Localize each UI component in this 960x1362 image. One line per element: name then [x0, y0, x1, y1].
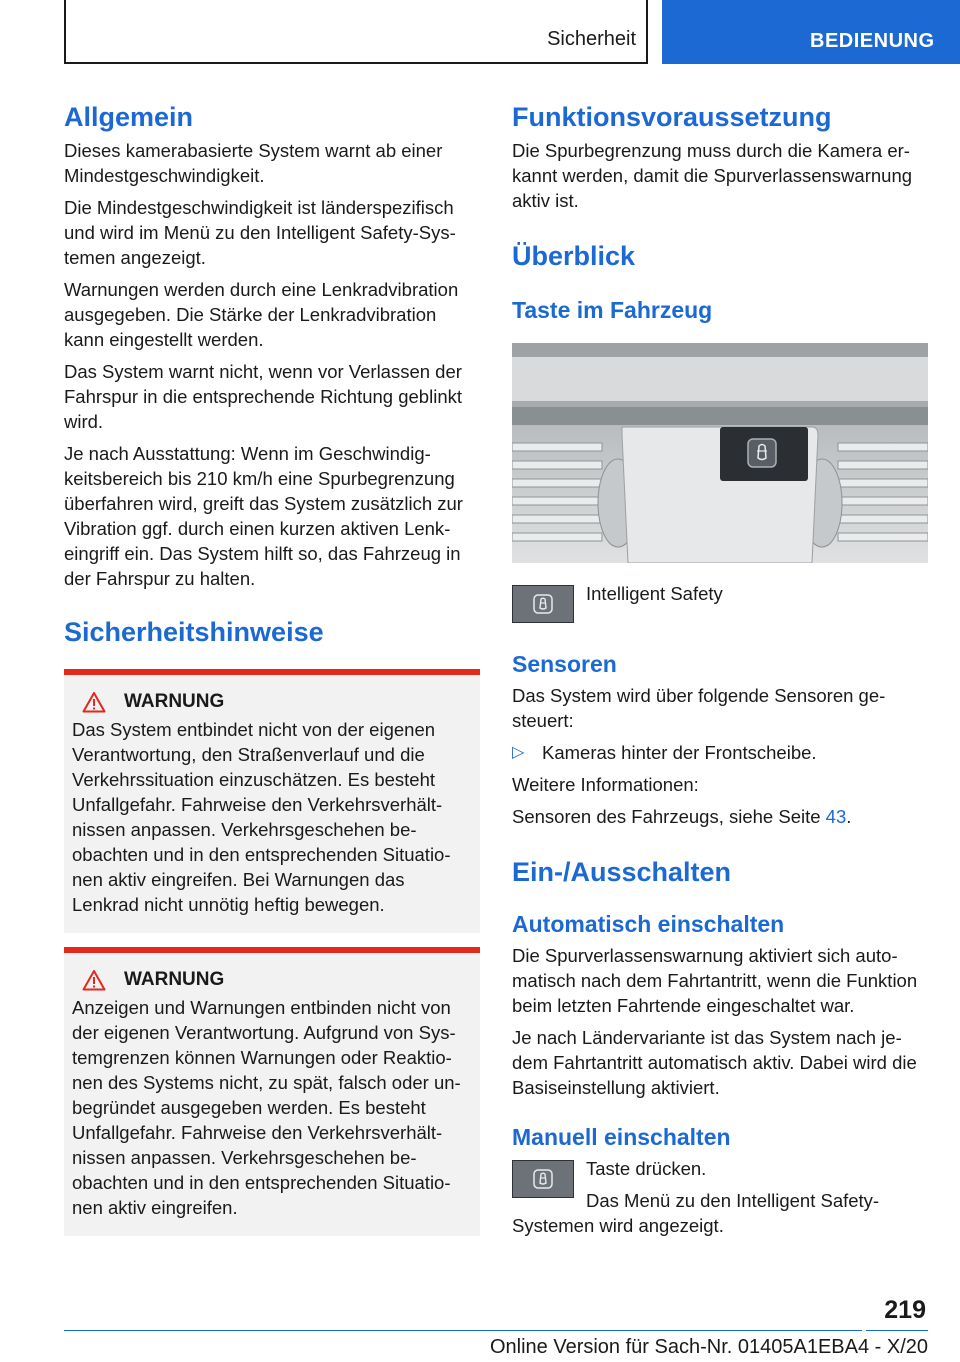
reference-text: Sensoren des Fahrzeugs, siehe Seite	[512, 806, 826, 827]
heading-manuell-einschalten: Manuell einschalten	[512, 1124, 731, 1150]
paragraph: Das Menü zu den Intelligent Safety-Systemen wird angezeigt.	[512, 1190, 880, 1236]
dashboard-button-photo	[512, 343, 928, 563]
paragraph: Dieses kamerabasierte System warnt ab einer Mindestgeschwindigkeit.	[64, 140, 443, 186]
paragraph: Die Spurverlassenswarnung aktiviert sich automatisch nach dem Fahrtantritt, wenn die Funktion beim letzten Fahrtende eingeschaltet war.	[512, 945, 918, 1016]
heading-allgemein: Allgemein	[64, 102, 194, 132]
heading-automatisch-einschalten: Automatisch einschalten	[512, 911, 785, 937]
left-column	[64, 100, 480, 1236]
paragraph: Je nach Ländervariante ist das System nach jedem Fahrtantritt automatisch aktiv. Dabei wird die Basiseinstellung aktiviert.	[512, 1027, 917, 1098]
page-number: 219	[884, 1296, 926, 1324]
bullet-triangle-icon: ▷	[512, 744, 525, 761]
list-item-text: Kameras hinter der Frontscheibe.	[542, 742, 817, 763]
warning-header	[72, 691, 472, 713]
footer-divider	[64, 1330, 862, 1331]
reference-end: .	[846, 806, 852, 827]
heading-funktionsvoraussetzung: Funktionsvoraussetzung	[512, 102, 832, 132]
warning-triangle-icon	[82, 691, 106, 713]
warning-box	[64, 947, 480, 1236]
paragraph: Warnungen werden durch eine Lenkradvibration ausgegeben. Die Stärke der Lenkradvibration kann eingestellt werden.	[64, 279, 459, 350]
heading-taste-im-fahrzeug: Taste im Fahrzeug	[512, 297, 713, 323]
heading-ueberblick: Überblick	[512, 241, 636, 271]
reference-paragraph	[512, 804, 928, 829]
header-chapter-tab: BEDIENUNG	[662, 0, 960, 64]
key-legend-row	[512, 583, 928, 623]
intelligent-safety-icon	[512, 585, 574, 623]
paragraph: Taste drücken.	[586, 1158, 707, 1179]
paragraph: Weitere Informationen:	[512, 774, 699, 795]
header-section-title: Sicherheit	[547, 28, 636, 50]
footer-note: Online Version für Sach-Nr. 01405A1EBA4 - X/20	[489, 1336, 928, 1358]
paragraph: Das System wird über folgende Sensoren gesteuert:	[512, 685, 886, 731]
heading-ein-ausschalten: Ein-/Ausschalten	[512, 857, 732, 887]
page-link-43[interactable]: 43	[825, 806, 847, 827]
key-label: Intelligent Safety	[586, 583, 723, 604]
warning-text: Anzeigen und Warnungen entbinden nicht von der eigenen Verantwortung. Aufgrund von Systemgrenzen können Warnungen oder Reaktionen des Systems nicht, zu spät, falsch oder unbegründet ausgegeben werden. Es besteht Unfallgefahr. Fahrweise den Verkehrsverhältnissen anpassen. Verkehrsgeschehen beobachten und in den entsprechenden Situationen aktiv eingreifen.	[72, 997, 461, 1218]
paragraph: Je nach Ausstattung: Wenn im Geschwindigkeitsbereich bis 210 km/h eine Spurbegrenzung überfahren wird, greift das System zusätzlich zur Vibration ggf. durch einen kurzen aktiven Lenkeingriff ein. Das System hilft so, das Fahrzeug in der Fahrspur zu halten.	[64, 443, 463, 589]
warning-header	[72, 969, 472, 991]
warning-box	[64, 669, 480, 933]
heading-sensoren: Sensoren	[512, 651, 617, 677]
right-column	[512, 100, 928, 1245]
paragraph: Das System warnt nicht, wenn vor Verlassen der Fahrspur in die entsprechende Richtung geblinkt wird.	[64, 361, 462, 432]
warning-label: WARNUNG	[124, 969, 225, 990]
footer-divider-right	[866, 1330, 928, 1331]
list-item	[512, 740, 928, 765]
warning-triangle-icon	[82, 969, 106, 991]
paragraph: Die Spurbegrenzung muss durch die Kamera erkannt werden, damit die Spurverlassenswarnung aktiv ist.	[512, 140, 913, 211]
manual-block	[512, 1156, 928, 1238]
paragraph: Die Mindestgeschwindigkeit ist länderspezifisch und wird im Menü zu den Intelligent Safety-Systemen angezeigt.	[64, 197, 456, 268]
warning-label: WARNUNG	[124, 691, 225, 712]
intelligent-safety-icon	[512, 1160, 574, 1198]
heading-sicherheitshinweise: Sicherheitshinweise	[64, 617, 324, 647]
warning-text: Das System entbindet nicht von der eigenen Verantwortung, den Straßenverlauf und die Verkehrssituation einzuschätzen. Es besteht Unfallgefahr. Fahrweise den Verkehrsverhältnissen anpassen. Verkehrsgeschehen beobachten und in den entsprechenden Situationen aktiv eingreifen. Bei Warnungen das Lenkrad nicht unnötig heftig bewegen.	[72, 719, 451, 915]
